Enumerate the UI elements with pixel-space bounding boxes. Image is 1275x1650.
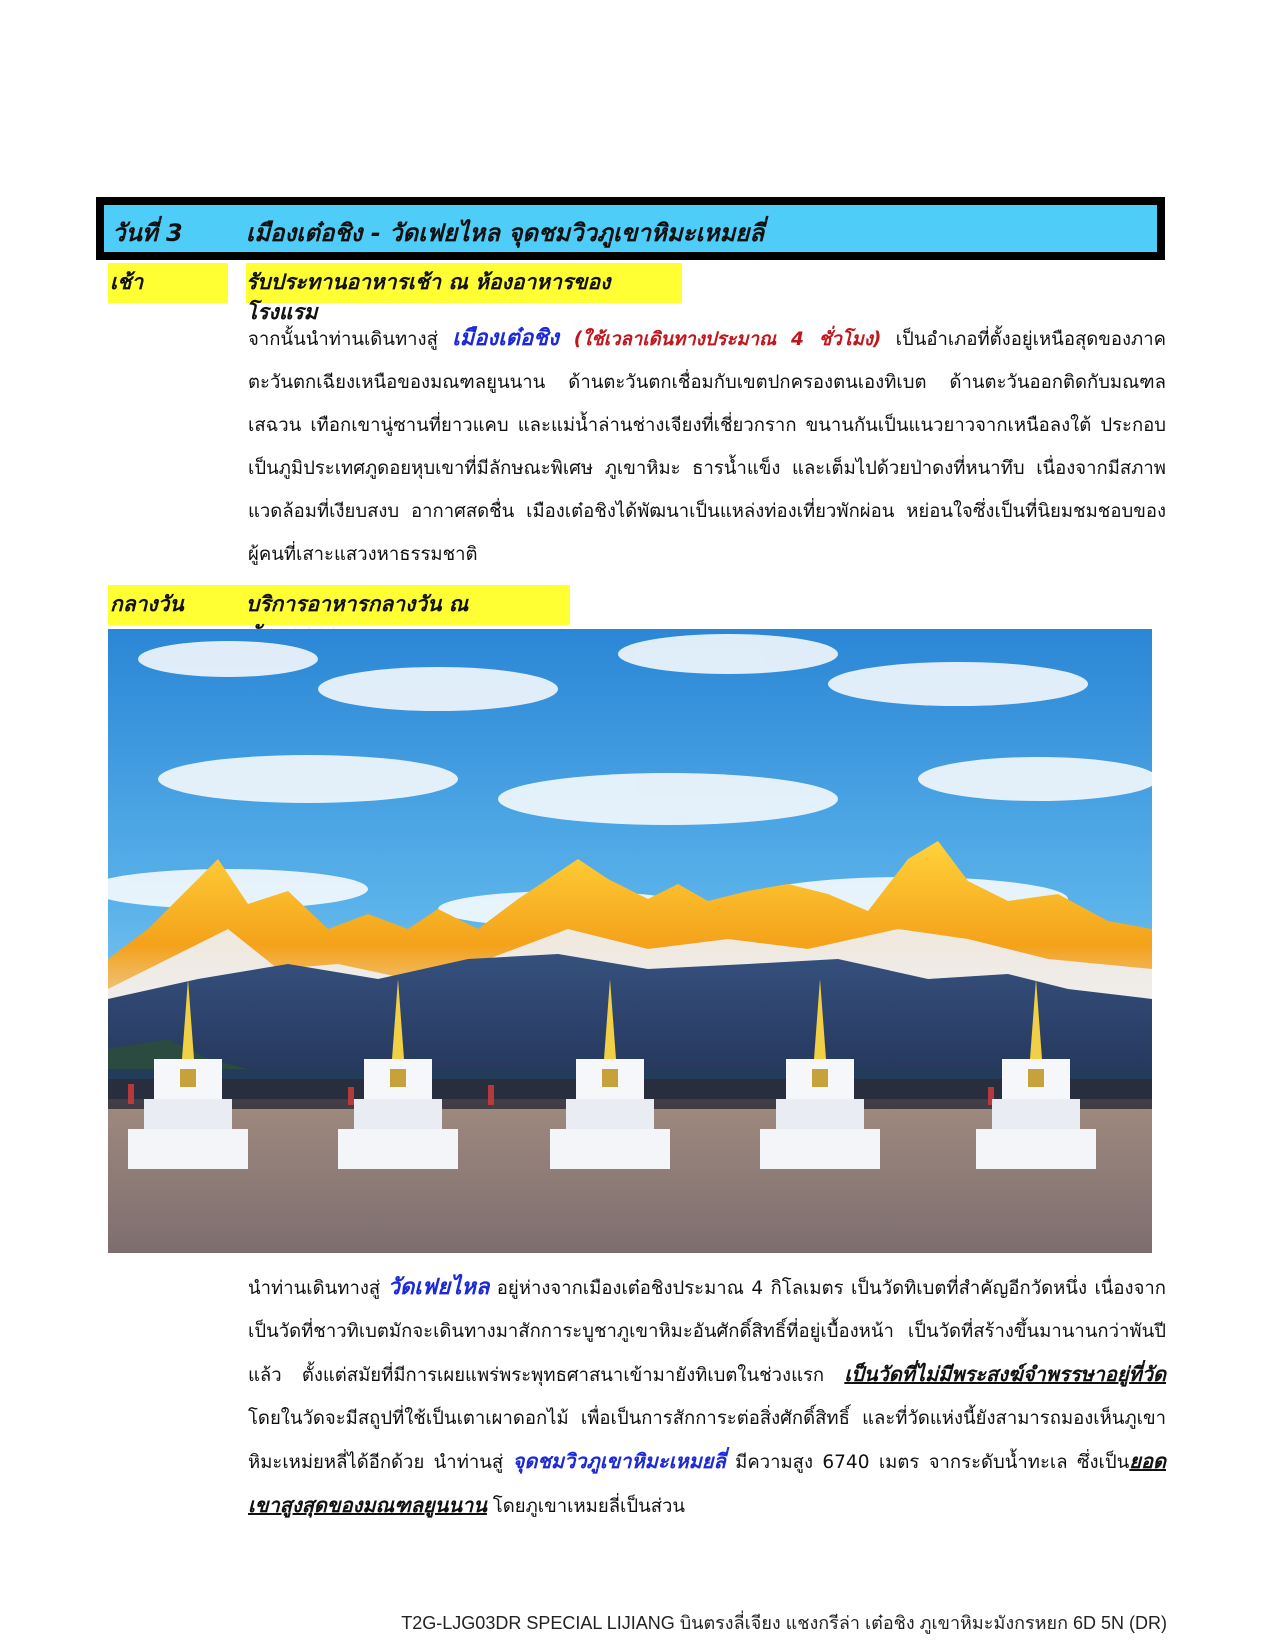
p1-duration: (ใช้เวลาเดินทางประมาณ 4 ชั่วโมง) <box>558 329 882 350</box>
breakfast-text <box>246 263 682 324</box>
meili-snow-mountain-photo <box>108 629 1152 1253</box>
p2-part3: มีความสูง 6740 เมตร จากระดับน้ำทะเล ซึ่งเป็น <box>725 1452 1130 1473</box>
paragraph-feilai-temple <box>248 1266 1166 1528</box>
lunch-label: กลางวัน <box>108 585 248 625</box>
day-number: วันที่ 3 <box>112 219 183 247</box>
p2-part1: อยู่ห่างจากเมืองเต๋อชิงประมาณ 4 กิโลเมตร เป็นวัดทิเบตที่สำคัญอีกวัดหนึ่ง เนื่องจากเป็นวัดที่ชาวทิเบตมักจะเดินทางมาสักการะบูชาภูเขาหิมะอันศักดิ์สิทธิ์ที่อยู่เบื้องหน้า เป็นวัดที่สร้างขึ้นมานานกว่าพันปีแล้ว ตั้งแต่สมัยที่มีการเผยแพร่พระพุทธศาสนาเข้ามายังทิเบตในช่วงแรก <box>248 1278 1166 1386</box>
p2-lead: นำท่านเดินทางสู่ <box>248 1278 388 1299</box>
paragraph-deqin <box>248 317 1166 576</box>
p1-place: เมืองเต๋อชิง <box>452 326 559 351</box>
p1-body: เป็นอำเภอที่ตั้งอยู่เหนือสุดของภาคตะวันตกเฉียงเหนือของมณฑลยูนนาน ด้านตะวันตกเชื่อมกับเขตปกครองตนเองทิเบต ด้านตะวันออกติดกับมณฑลเสฉวน เทือกเขานู่ซานที่ยาวแคบ และแม่น้ำล่านช่างเจียงที่เชี่ยวกราก ขนานกันเป็นแนวยาวจากเหนือลงใต้ ประกอบเป็นภูมิประเทศภูดอยหุบเขาที่มีลักษณะพิเศษ ภูเขาหิมะ ธารน้ำแข็ง และเต็มไปด้วยป่าดงที่หนาทึบ เนื่องจากมีสภาพแวดล้อมที่เงียบสงบ อากาศสดชื่น เมืองเต๋อชิงได้พัฒนาเป็นแหล่งท่องเที่ยวพักผ่อน หย่อนใจซึ่งเป็นที่นิยมชมชอบของผู้คนที่เสาะแสวงหาธรรมชาติ <box>248 329 1166 565</box>
lunch-text-content: บริการอาหารกลางวัน ณ <box>246 592 469 616</box>
lunch-text <box>246 585 570 625</box>
p2-part2: โดยในวัดจะมีสถูปที่ใช้เป็นเตาเผาดอกไม้ เพื่อเป็นการสักการะต่อสิ่งศักดิ์สิทธิ์ และที่วัดแห่งนี้ยังสามารถมองเห็นภูเขาหิมะเหม่ยหลี่ได้อีกด้วย นำท่านสู่ <box>248 1408 1166 1473</box>
p2-viewpoint: จุดชมวิวภูเขาหิมะเหมยลี่ <box>512 1449 726 1473</box>
p2-highest: ยอดเขาสูงสุดของมณฑลยูนนาน <box>248 1449 1166 1517</box>
breakfast-text-content: รับประทานอาหารเช้า ณ ห้องอาหารของโรงแรม <box>246 270 611 324</box>
day-title: เมืองเต๋อชิง - วัดเฟยไหล จุดชมวิวภูเขาหิมะเหมยลี่ <box>246 219 765 247</box>
p2-temple: วัดเฟยไหล <box>387 1275 490 1300</box>
p1-lead: จากนั้นนำท่านเดินทางสู่ <box>248 329 453 350</box>
p2-part4: โดยภูเขาเหมยลี่เป็นส่วน <box>486 1496 686 1517</box>
p2-no-monks: เป็นวัดที่ไม่มีพระสงฆ์จำพรรษาอยู่ที่วัด <box>844 1362 1166 1386</box>
day-banner-inner <box>103 204 1158 253</box>
day-banner <box>96 197 1165 260</box>
page-footer: T2G-LJG03DR SPECIAL LIJIANG บินตรงลี่เจียง แชงกรีล่า เต๋อชิง ภูเขาหิมะมังกรหยก 6D 5N (DR) <box>401 1613 1167 1633</box>
breakfast-label: เช้า <box>108 263 228 303</box>
